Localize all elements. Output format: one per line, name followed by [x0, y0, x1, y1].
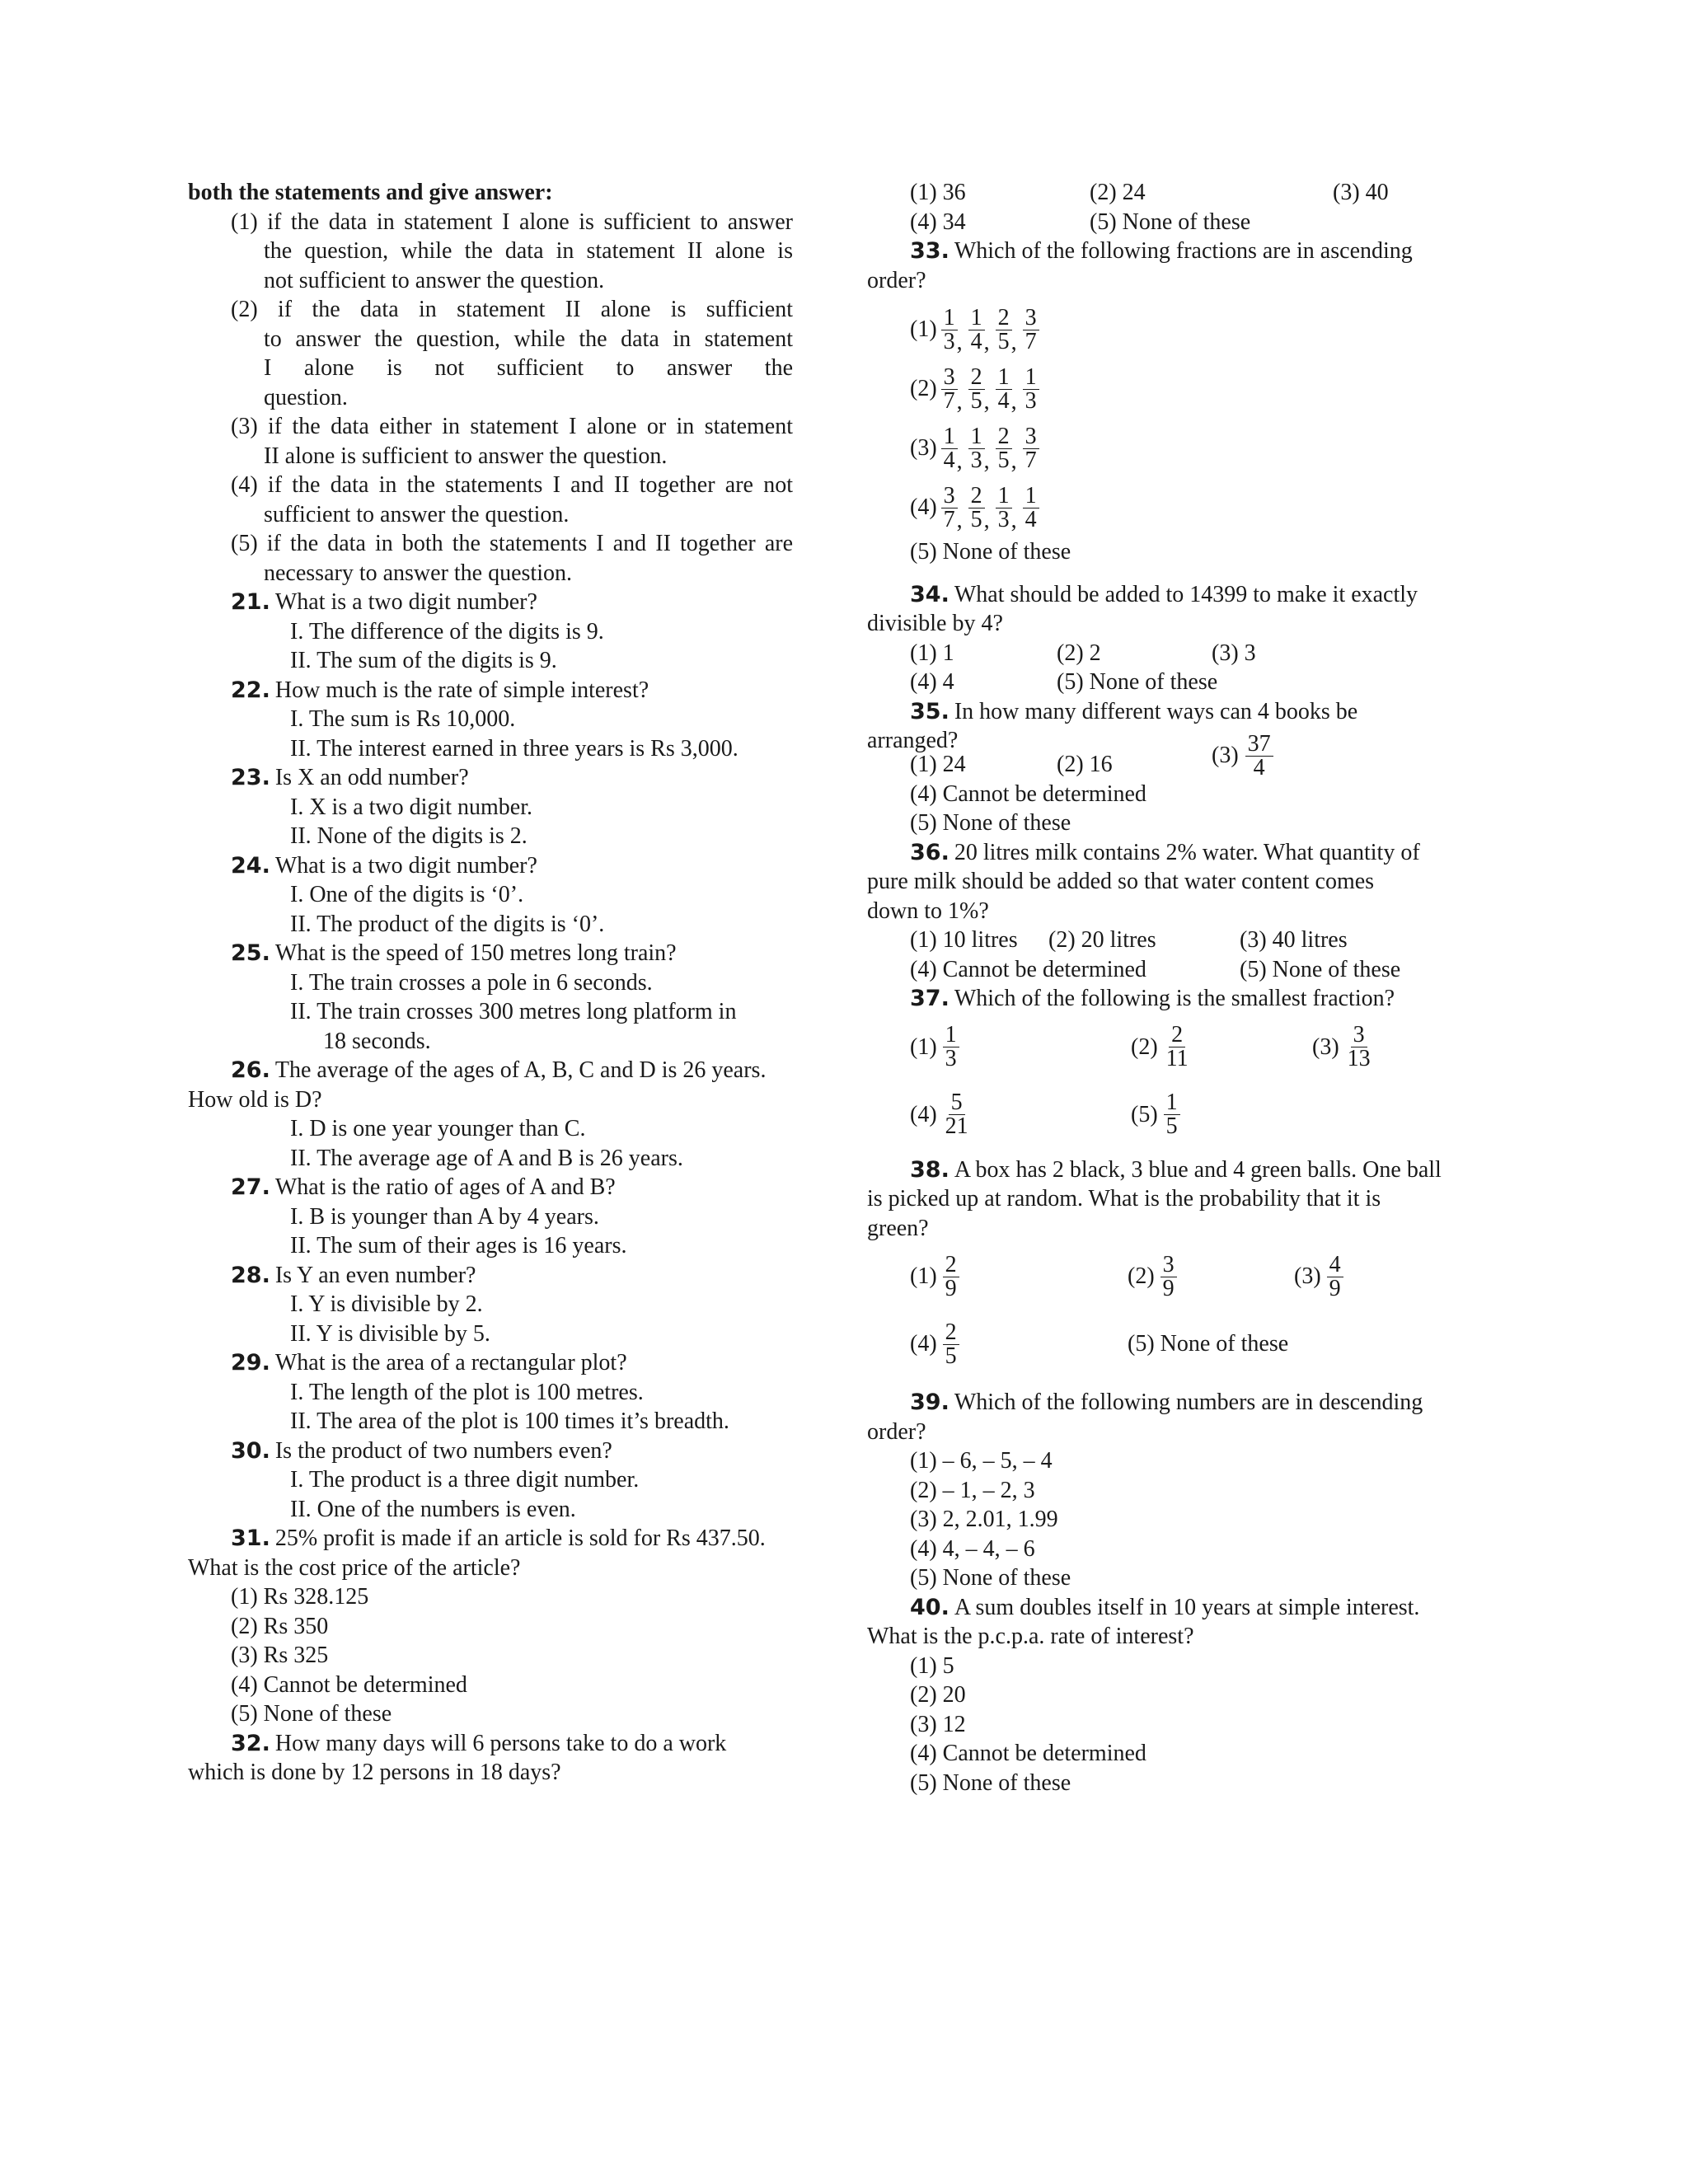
option: (4) Cannot be determined — [910, 1741, 1146, 1766]
option: (1) 24 — [910, 752, 966, 777]
options-row — [910, 1310, 1474, 1378]
denominator: 7 — [1025, 328, 1037, 354]
fraction — [941, 363, 958, 414]
option: (5) None of these — [231, 1701, 392, 1727]
numerator: 2 — [996, 425, 1012, 449]
question-number: 35. — [910, 698, 950, 724]
question-33 — [867, 237, 1474, 567]
right-column — [867, 178, 1474, 1797]
fraction — [1023, 304, 1039, 354]
denominator: 11 — [1165, 1046, 1189, 1071]
option: (2) – 1, – 2, 3 — [910, 1477, 1035, 1503]
answer-option-line: (4) if the data in the statements I and II together are not — [231, 472, 793, 498]
statement-1: I. The product is a three digit number. — [290, 1467, 640, 1493]
fraction — [1023, 425, 1039, 472]
option-text: (5) None of these — [1128, 1331, 1289, 1357]
option — [910, 419, 1474, 478]
denominator: 5 — [997, 447, 1010, 473]
option — [1294, 1251, 1344, 1301]
denominator: 7 — [943, 506, 955, 532]
fraction — [996, 425, 1012, 472]
question-text: What should be added to 14399 to make it exactly — [954, 581, 1418, 607]
numerator: 1 — [996, 366, 1012, 390]
question-text: What is a two digit number? — [274, 589, 537, 615]
question-line — [188, 851, 793, 881]
option — [910, 1321, 1128, 1368]
denominator: 4 — [997, 387, 1010, 414]
denominator: 9 — [1329, 1275, 1341, 1301]
option-label: (4) — [910, 1331, 937, 1357]
denominator: 7 — [943, 387, 955, 414]
statement-1: I. Y is divisible by 2. — [290, 1291, 483, 1317]
options-row — [867, 730, 1474, 780]
denominator: 13 — [1347, 1046, 1371, 1071]
numerator: 2 — [968, 485, 985, 509]
answer-option-line: not sufficient to answer the question. — [264, 267, 605, 293]
question-number: 25. — [231, 940, 270, 966]
option: (4) 34 — [910, 209, 966, 235]
options-row — [910, 1243, 1474, 1310]
option-label: (1) — [910, 1033, 937, 1060]
statement-2: II. The sum of the digits is 9. — [290, 648, 557, 673]
question-line — [188, 1348, 793, 1378]
denominator: 21 — [945, 1113, 968, 1139]
answer-option-line: (5) if the data in both the statements I and II together are — [231, 531, 793, 556]
option — [1128, 1251, 1294, 1301]
question-text: Which of the following is the smallest fraction? — [954, 986, 1395, 1011]
denominator: 4 — [1025, 506, 1037, 532]
question-text-cont: is picked up at random. What is the probability that it is — [867, 1186, 1381, 1212]
denominator: 4 — [970, 328, 982, 354]
numerator: 1 — [941, 307, 958, 330]
numerator: 37 — [1245, 733, 1273, 757]
option: (4) Cannot be determined — [231, 1671, 467, 1698]
question-text: How much is the rate of simple interest? — [274, 677, 649, 703]
question-text: What is the area of a rectangular plot? — [274, 1350, 627, 1376]
denominator: 3 — [1025, 387, 1037, 414]
option: (5) None of these — [910, 1565, 1071, 1591]
option: (2) 2 — [1057, 640, 1101, 666]
question-number: 24. — [231, 852, 270, 879]
question-30 — [188, 1436, 793, 1525]
option — [910, 1091, 1131, 1138]
separator: , — [956, 330, 963, 355]
statement-2-cont: 18 seconds. — [323, 1028, 431, 1054]
question-number: 32. — [231, 1730, 270, 1756]
statement-1: I. The sum is Rs 10,000. — [290, 706, 516, 732]
numerator: 3 — [1023, 307, 1039, 330]
separator: , — [956, 389, 963, 415]
numerator: 4 — [1327, 1254, 1343, 1277]
separator: , — [983, 330, 990, 355]
denominator: 3 — [970, 447, 982, 473]
question-number: 30. — [231, 1437, 270, 1464]
denominator: 3 — [997, 506, 1010, 532]
options-row — [910, 1081, 1474, 1149]
option: (5) None of these — [910, 539, 1071, 565]
option: (4) 4 — [910, 669, 954, 695]
numerator: 1 — [1023, 485, 1039, 509]
option: (3) Rs 325 — [231, 1643, 329, 1668]
question-number: 37. — [910, 986, 950, 1011]
numerator: 3 — [1023, 425, 1039, 449]
answer-option-line: I alone is not sufficient to answer the — [264, 355, 793, 381]
statement-1: I. One of the digits is ‘0’. — [290, 882, 524, 907]
numerator: 3 — [1351, 1024, 1367, 1047]
question-text: In how many different ways can 4 books be — [954, 698, 1358, 724]
question-32-options-row2 — [867, 208, 1474, 237]
answer-option-line: question. — [264, 384, 348, 410]
answer-option-line: necessary to answer the question. — [264, 560, 572, 586]
question-text: 25% profit is made if an article is sold for Rs 437.50. — [274, 1526, 766, 1551]
question-32-options — [867, 178, 1474, 208]
separator: , — [1010, 508, 1017, 533]
option: (2) 20 — [910, 1682, 966, 1708]
question-29 — [188, 1348, 793, 1436]
question-21 — [188, 588, 793, 676]
separator: , — [1010, 389, 1017, 415]
statement-1: I. B is younger than A by 4 years. — [290, 1203, 599, 1230]
question-text: What is the speed of 150 metres long train? — [274, 940, 677, 966]
question-text: Is Y an even number? — [274, 1262, 476, 1288]
question-line — [188, 588, 793, 617]
answer-option-line: (1) if the data in statement I alone is sufficient to answer — [231, 209, 793, 235]
statement-2: II. The train crosses 300 metres long platform in — [290, 999, 737, 1024]
statement-2: II. The area of the plot is 100 times it’s breadth. — [290, 1408, 729, 1434]
question-32 — [188, 1729, 793, 1788]
fraction — [996, 304, 1012, 354]
statement-1: I. The train crosses a pole in 6 seconds. — [290, 969, 653, 996]
options-row — [910, 1014, 1474, 1081]
fraction — [968, 425, 985, 472]
fraction — [1245, 730, 1273, 780]
statement-2: II. The product of the digits is ‘0’. — [290, 911, 605, 937]
question-text-cont: What is the cost price of the article? — [188, 1554, 521, 1581]
option — [1131, 1024, 1312, 1071]
denominator: 5 — [997, 328, 1010, 354]
fraction — [943, 1251, 959, 1301]
question-text-cont: pure milk should be added so that water content comes — [867, 869, 1375, 894]
fraction — [941, 482, 958, 532]
option — [1128, 1329, 1294, 1359]
option-label: (4) — [910, 494, 937, 521]
question-24 — [188, 851, 793, 940]
fraction — [996, 363, 1012, 414]
question-text-cont: How old is D? — [188, 1086, 322, 1113]
denominator: 5 — [970, 506, 982, 532]
question-text: What is a two digit number? — [274, 852, 537, 879]
numerator: 2 — [968, 366, 985, 390]
answer-option-line: to answer the question, while the data in statement — [264, 326, 793, 352]
fraction-options — [867, 1243, 1474, 1378]
numerator: 2 — [943, 1321, 959, 1345]
option: (2) 24 — [1090, 180, 1146, 205]
question-23 — [188, 763, 793, 851]
numerator: 3 — [941, 485, 958, 509]
option — [1212, 730, 1274, 780]
separator: , — [983, 448, 990, 474]
fraction-options — [867, 300, 1474, 537]
option — [910, 478, 1474, 537]
numerator: 1 — [996, 485, 1012, 509]
question-number: 26. — [231, 1057, 270, 1083]
question-number: 22. — [231, 677, 270, 703]
option-label: (3) — [910, 435, 937, 462]
fraction — [996, 482, 1012, 532]
question-number: 23. — [231, 765, 270, 790]
option: (5) None of these — [1090, 209, 1251, 235]
option — [1312, 1024, 1374, 1071]
answer-option-line: the question, while the data in statement II alone is — [264, 238, 793, 264]
question-40 — [867, 1593, 1474, 1798]
option-label: (3) — [1212, 743, 1239, 769]
fraction — [968, 363, 985, 414]
question-text-cont: What is the p.c.p.a. rate of interest? — [867, 1624, 1194, 1649]
question-line — [188, 1173, 793, 1202]
question-number: 34. — [910, 581, 950, 607]
option: (5) None of these — [1240, 956, 1401, 982]
fraction — [1164, 1024, 1191, 1071]
question-number: 40. — [910, 1594, 950, 1620]
fraction — [941, 304, 958, 354]
question-number: 21. — [231, 589, 270, 615]
option: (3) 40 — [1333, 180, 1389, 205]
denominator: 5 — [970, 387, 982, 414]
separator: , — [983, 508, 990, 533]
option: (3) 40 litres — [1240, 927, 1348, 953]
option: (1) – 6, – 5, – 4 — [910, 1448, 1053, 1474]
denominator: 5 — [1165, 1113, 1178, 1139]
fraction — [1345, 1024, 1373, 1071]
option — [910, 1251, 1128, 1301]
question-line — [188, 1436, 793, 1466]
fraction — [941, 425, 958, 472]
fraction — [1023, 482, 1039, 532]
option: (2) Rs 350 — [231, 1613, 329, 1639]
statement-2: II. The interest earned in three years is Rs 3,000. — [290, 735, 738, 762]
numerator: 1 — [968, 307, 985, 330]
question-line — [188, 1261, 793, 1291]
numerator: 1 — [943, 1024, 959, 1047]
option: (1) 1 — [910, 640, 954, 666]
option — [910, 300, 1474, 359]
question-text-cont: which is done by 12 persons in 18 days? — [188, 1760, 561, 1785]
answer-option-line: (3) if the data either in statement I alone or in statement — [231, 414, 793, 439]
question-text: 20 litres milk contains 2% water. What quantity of — [954, 839, 1420, 865]
numerator: 1 — [968, 425, 985, 449]
question-line — [188, 676, 793, 705]
question-text: The average of the ages of A, B, C and D is 26 years. — [274, 1057, 767, 1083]
question-38 — [867, 1155, 1474, 1379]
option-label: (3) — [1294, 1263, 1321, 1290]
options-row — [867, 955, 1474, 985]
statement-2: II. One of the numbers is even. — [290, 1496, 576, 1522]
numerator: 1 — [941, 425, 958, 449]
option: (3) 12 — [910, 1711, 966, 1737]
question-39 — [867, 1388, 1474, 1593]
numerator: 2 — [996, 307, 1012, 330]
option-label: (5) — [1131, 1101, 1158, 1127]
option-label: (1) — [910, 1263, 937, 1290]
question-37 — [867, 984, 1474, 1149]
statement-2: II. The sum of their ages is 16 years. — [290, 1233, 627, 1258]
question-line — [188, 763, 793, 793]
question-number: 39. — [910, 1390, 950, 1415]
statement-2: II. The average age of A and B is 26 years. — [290, 1145, 683, 1171]
denominator: 3 — [945, 1046, 957, 1071]
question-text: How many days will 6 persons take to do a work — [274, 1730, 727, 1756]
option-label: (2) — [1128, 1263, 1155, 1290]
statement-2: II. Y is divisible by 5. — [290, 1320, 490, 1347]
option: (5) None of these — [1057, 669, 1218, 695]
question-number: 33. — [910, 238, 950, 264]
question-number: 27. — [231, 1174, 270, 1200]
options-row — [867, 926, 1474, 955]
data-sufficiency-questions — [188, 588, 793, 1524]
question-22 — [188, 676, 793, 764]
fraction — [1327, 1251, 1343, 1301]
statement-1: I. D is one year younger than C. — [290, 1116, 586, 1141]
answer-options-list — [188, 208, 793, 588]
question-text: Which of the following fractions are in ascending — [954, 238, 1413, 264]
numerator: 1 — [1023, 366, 1039, 390]
numerator: 3 — [941, 366, 958, 390]
question-34 — [867, 580, 1474, 697]
answer-option-line: (2) if the data in statement II alone is sufficient — [231, 297, 793, 322]
denominator: 4 — [943, 447, 955, 473]
option — [910, 1024, 1131, 1071]
option: (1) 5 — [910, 1652, 954, 1679]
separator: , — [1010, 330, 1017, 355]
option: (5) None of these — [910, 1769, 1071, 1796]
denominator: 9 — [1162, 1275, 1175, 1301]
fraction — [1023, 363, 1039, 414]
option: (1) 10 litres — [910, 927, 1018, 953]
option: (3) 2, 2.01, 1.99 — [910, 1507, 1058, 1532]
instructions-heading: both the statements and give answer: — [188, 180, 553, 205]
option — [1131, 1091, 1312, 1138]
question-number: 38. — [910, 1156, 950, 1183]
fraction-options — [867, 1014, 1474, 1149]
question-26 — [188, 1056, 793, 1173]
question-number: 28. — [231, 1262, 270, 1288]
question-text: What is the ratio of ages of A and B? — [274, 1174, 616, 1200]
numerator: 2 — [943, 1254, 959, 1277]
option: (2) 20 litres — [1048, 927, 1156, 953]
denominator: 4 — [1253, 754, 1265, 780]
option: (2) 16 — [1057, 752, 1113, 777]
question-text-cont: divisible by 4? — [867, 611, 1003, 636]
left-column — [188, 178, 793, 1788]
denominator: 5 — [945, 1343, 957, 1369]
question-number: 36. — [910, 839, 950, 865]
fraction — [1164, 1091, 1180, 1138]
statement-1: I. The difference of the digits is 9. — [290, 618, 604, 644]
question-text: A box has 2 black, 3 blue and 4 green balls. One ball — [954, 1156, 1442, 1183]
statement-1: I. The length of the plot is 100 metres. — [290, 1379, 644, 1405]
options-row — [867, 639, 1474, 668]
question-number: 31. — [231, 1526, 270, 1551]
fraction — [968, 482, 985, 532]
option-label: (1) — [910, 316, 937, 343]
separator: , — [956, 508, 963, 533]
question-text-cont: green? — [867, 1215, 929, 1241]
question-text-cont: order? — [867, 1418, 926, 1445]
question-28 — [188, 1261, 793, 1349]
separator: , — [956, 448, 963, 474]
numerator: 3 — [1160, 1254, 1177, 1277]
option-label: (4) — [910, 1101, 937, 1127]
question-35 — [867, 697, 1474, 838]
numerator: 5 — [949, 1091, 965, 1115]
numerator: 1 — [1164, 1091, 1180, 1115]
question-line — [188, 1056, 793, 1085]
question-text: Is the product of two numbers even? — [274, 1437, 612, 1464]
denominator: 9 — [945, 1275, 957, 1301]
denominator: 3 — [943, 328, 955, 354]
question-text-cont: arranged? — [867, 728, 959, 753]
question-line — [188, 939, 793, 968]
question-36 — [867, 838, 1474, 985]
option: (4) Cannot be determined — [910, 780, 1146, 807]
question-text-cont: down to 1%? — [867, 898, 989, 924]
statement-2: II. None of the digits is 2. — [290, 823, 528, 849]
option-label: (2) — [1131, 1033, 1158, 1060]
option: (4) 4, – 4, – 6 — [910, 1535, 1035, 1562]
numerator: 2 — [1169, 1024, 1185, 1047]
question-27 — [188, 1173, 793, 1261]
fraction — [968, 304, 985, 354]
answer-option-line: sufficient to answer the question. — [264, 501, 570, 527]
separator: , — [1010, 448, 1017, 474]
question-text: Which of the following numbers are in descending — [954, 1390, 1423, 1415]
question-25 — [188, 939, 793, 1056]
question-text-cont: order? — [867, 267, 926, 293]
answer-option-line: II alone is sufficient to answer the question. — [264, 443, 668, 469]
question-31 — [188, 1524, 793, 1729]
option: (1) Rs 328.125 — [231, 1584, 369, 1610]
option-label: (3) — [1312, 1033, 1339, 1060]
denominator: 7 — [1025, 447, 1037, 473]
question-text: A sum doubles itself in 10 years at simple interest. — [954, 1594, 1420, 1620]
question-text: Is X an odd number? — [274, 765, 469, 790]
question-number: 29. — [231, 1350, 270, 1376]
option: (4) Cannot be determined — [910, 956, 1146, 982]
fraction — [943, 1091, 971, 1138]
option-label: (2) — [910, 376, 937, 402]
separator: , — [983, 389, 990, 415]
option — [910, 359, 1474, 419]
fraction — [1160, 1251, 1177, 1301]
fraction — [943, 1321, 959, 1368]
statement-1: I. X is a two digit number. — [290, 794, 532, 820]
option: (1) 36 — [910, 180, 966, 205]
options-row — [867, 668, 1474, 697]
option: (5) None of these — [910, 810, 1071, 836]
option: (3) 3 — [1212, 640, 1256, 666]
fraction — [943, 1024, 959, 1071]
